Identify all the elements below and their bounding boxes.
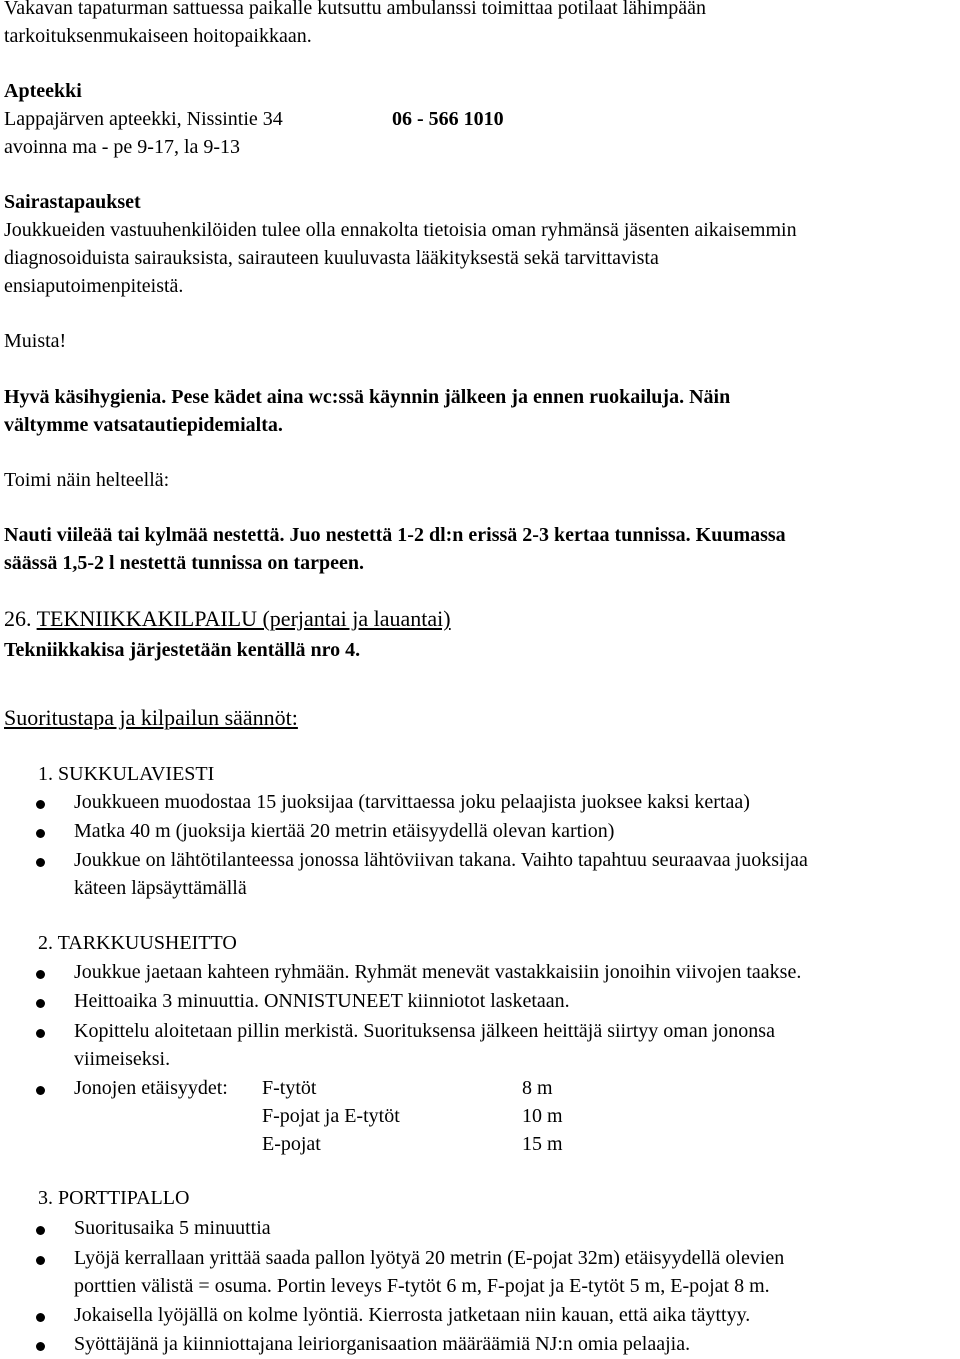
heat-heading: Toimi näin helteellä: [4, 469, 170, 491]
event-1-heading [38, 760, 214, 788]
list-item-text: Heittoaika 3 minuuttia. ONNISTUNEET kiinniotot lasketaan. [74, 990, 570, 1012]
illness-line-1: Joukkueiden vastuuhenkilöiden tulee olla ennakolta tietoisia oman ryhmänsä jäsenten aikaisemmin [4, 219, 797, 241]
pharmacy-phone: 06 - 566 1010 [392, 108, 504, 130]
distance-group: F-pojat ja E-tytöt [262, 1105, 400, 1127]
distance-group: E-pojat [262, 1133, 321, 1155]
bullet-icon [36, 1313, 45, 1322]
heat-line-2: säässä 1,5-2 l nestettä tunnissa on tarpeen. [4, 552, 365, 574]
event-1-name: SUKKULAVIESTI [58, 763, 215, 785]
list-item-text: Syöttäjänä ja kiinniottajana leiriorganisaation määräämiä NJ:n omia pelaajia. [74, 1333, 691, 1355]
pharmacy-hours: avoinna ma - pe 9-17, la 9-13 [4, 136, 241, 158]
heat-line-1: Nauti viileää tai kylmää nestettä. Juo nestettä 1-2 dl:n erissä 2-3 kertaa tunnissa. Kuumassa [4, 524, 786, 546]
list-item-text: Suoritusaika 5 minuuttia [74, 1217, 271, 1239]
bullet-icon [36, 1342, 45, 1351]
distance-value: 8 m [522, 1077, 553, 1099]
intro-line-1: Vakavan tapaturman sattuessa paikalle kutsuttu ambulanssi toimittaa potilaat lähimpään [4, 0, 707, 19]
list-item-text: Joukkue jaetaan kahteen ryhmään. Ryhmät menevät vastakkaisiin jonoihin viivojen taakse. [74, 961, 802, 983]
event-2-name: TARKKUUSHEITTO [57, 932, 237, 954]
list-item-text: Kopittelu aloitetaan pillin merkistä. Suorituksensa jälkeen heittäjä siirtyy oman jononsa [74, 1020, 775, 1042]
event-3-name: PORTTIPALLO [58, 1187, 190, 1209]
distances-table [0, 1074, 960, 1160]
illness-heading: Sairastapaukset [4, 191, 141, 213]
bullet-icon [36, 970, 45, 979]
event-3-number: 3. [38, 1187, 53, 1209]
intro-line-2: tarkoituksenmukaiseen hoitopaikkaan. [4, 25, 312, 47]
pharmacy-heading: Apteekki [4, 80, 82, 102]
event-2-number: 2. [38, 932, 53, 954]
bullet-icon [36, 829, 45, 838]
list-item [0, 958, 960, 986]
list-item-text-continued: käteen läpsäyttämällä [74, 877, 247, 899]
distances-label: Jonojen etäisyydet: [74, 1077, 228, 1099]
list-item-text: Joukkueen muodostaa 15 juoksijaa (tarvittaessa joku pelaajista juoksee kaksi kertaa) [74, 791, 750, 813]
illness-line-2: diagnosoiduista sairauksista, sairauteen kuuluvasta lääkityksestä sekä tarvittavista [4, 247, 659, 269]
bullet-icon [36, 1256, 45, 1265]
list-item [0, 1330, 960, 1358]
bullet-icon [36, 800, 45, 809]
list-item [0, 1244, 960, 1300]
distance-group: F-tytöt [262, 1077, 317, 1099]
event-1-number: 1. [38, 763, 53, 785]
section-subtitle: Tekniikkakisa järjestetään kentällä nro 4. [4, 639, 361, 661]
bullet-icon [36, 1226, 45, 1235]
hygiene-line-2: vältymme vatsatautiepidemialta. [4, 414, 283, 436]
illness-line-3: ensiaputoimenpiteistä. [4, 275, 184, 297]
remember-heading: Muista! [4, 330, 67, 352]
bullet-icon [36, 999, 45, 1008]
list-item-text: Jokaisella lyöjällä on kolme lyöntiä. Kierrosta jatketaan niin kauan, että aika täyttyy. [74, 1304, 751, 1326]
list-item [0, 1214, 960, 1242]
distance-value: 10 m [522, 1105, 563, 1127]
bullet-icon [36, 1029, 45, 1038]
event-2-heading [38, 929, 237, 957]
section-title-text: TEKNIIKKAKILPAILU (perjantai ja lauantai) [36, 606, 451, 631]
list-item [0, 817, 960, 845]
list-item [0, 846, 960, 902]
bullet-icon [36, 1086, 45, 1095]
list-item-text-continued: porttien välistä = osuma. Portin leveys F-tytöt 6 m, F-pojat ja E-tytöt 5 m, E-pojat 8 m. [74, 1275, 770, 1297]
list-item-text: Lyöjä kerrallaan yrittää saada pallon lyötyä 20 metrin (E-pojat 32m) etäisyydellä olevien [74, 1247, 785, 1269]
list-item [0, 1017, 960, 1073]
distance-value: 15 m [522, 1133, 563, 1155]
list-item [0, 788, 960, 816]
bullet-icon [36, 858, 45, 867]
hygiene-line-1: Hyvä käsihygienia. Pese kädet aina wc:ssä käynnin jälkeen ja ennen ruokailuja. Näin [4, 386, 731, 408]
rules-heading: Suoritustapa ja kilpailun säännöt: [4, 705, 298, 730]
list-item [0, 987, 960, 1015]
list-item-text: Matka 40 m (juoksija kiertää 20 metrin etäisyydellä olevan kartion) [74, 820, 615, 842]
list-item-text: Joukkue on lähtötilanteessa jonossa lähtöviivan takana. Vaihto tapahtuu seuraavaa juoksijaa [74, 849, 808, 871]
section-title [4, 605, 451, 633]
list-item-text-continued: viimeiseksi. [74, 1048, 171, 1070]
pharmacy-address: Lappajärven apteekki, Nissintie 34 [4, 108, 283, 130]
section-number: 26. [4, 606, 32, 631]
list-item [0, 1301, 960, 1329]
event-3-heading [38, 1184, 189, 1212]
